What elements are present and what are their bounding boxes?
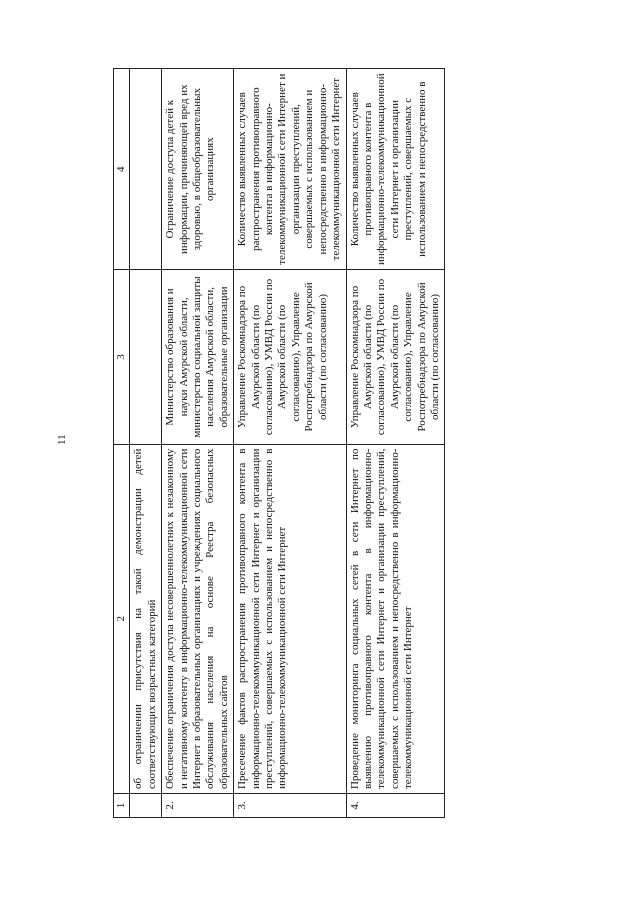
table-row [130, 69, 162, 818]
table-row [162, 69, 234, 818]
column-header: 4 [114, 69, 130, 270]
measure-cell: об ограничении присутствия на такой демонстрации детей соответствующих возрастных категорий [130, 444, 162, 793]
measures-table [113, 68, 445, 818]
measure-cell: Обеспечение ограничения доступа несовершеннолетних к незаконному и негативному контенту в информационно-телекоммуникационной сети Интернет в образовательных организациях и учреждениях социального обслуживания населения на основе Реестра безопасных образовательных сайтов [162, 444, 234, 793]
column-header: 1 [114, 794, 130, 818]
measure-cell: Пресечение фактов распространения противоправного контента в информационно-телекоммуникационной сети Интернет и организации преступлений, совершаемых с использованием и непосредственно в информационно-телекоммуникационной сети Интернет [234, 444, 346, 793]
page-number: 11 [56, 434, 68, 445]
table-row [346, 69, 445, 818]
table-row [234, 69, 346, 818]
indicator-cell: Количество выявленных случаев противоправного контента в информационно-телекоммуникационной сети Интернет и организации преступлений, совершаемых с использованием и непосредственно в [346, 69, 445, 270]
column-header: 3 [114, 270, 130, 444]
indicator-cell [130, 69, 162, 270]
executor-cell: Управление Роскомнадзора по Амурской области (по согласованию), УМВД России по Амурской области (по согласованию), Управление Роспотребнадзора по Амурской области (по согласованию) [234, 270, 346, 444]
row-number: 4. [346, 794, 445, 818]
executor-cell: Управление Роскомнадзора по Амурской области (по согласованию), УМВД России по Амурской области (по согласованию), Управление Роспотребнадзора по Амурской области (по согласованию) [346, 270, 445, 444]
measure-cell: Проведение мониторинга социальных сетей в сети Интернет по выявлению противоправного контента в информационно-телекоммуникационной сети Интернет и организации преступлений, совершаемых с использованием и непосредственно в информационно-телекоммуникационной сети Интернет [346, 444, 445, 793]
rotated-table-page [113, 68, 517, 818]
row-number: 3. [234, 794, 346, 818]
executor-cell [130, 270, 162, 444]
indicator-cell: Количество выявленных случаев распространения противоправного контента в информационно-телекоммуникационной сети Интернет и организации преступлений, совершаемых с использованием и непосредственно в информационно-телекоммуникационной сети Интернет [234, 69, 346, 270]
table-header-row [114, 69, 130, 818]
indicator-cell: Ограничение доступа детей к информации, причиняющей вред их здоровью, в общеобразовательных организациях [162, 69, 234, 270]
row-number [130, 794, 162, 818]
row-number: 2. [162, 794, 234, 818]
column-header: 2 [114, 444, 130, 793]
executor-cell: Министерство образования и науки Амурской области, министерство социальной защиты населения Амурской области, образовательные организации [162, 270, 234, 444]
